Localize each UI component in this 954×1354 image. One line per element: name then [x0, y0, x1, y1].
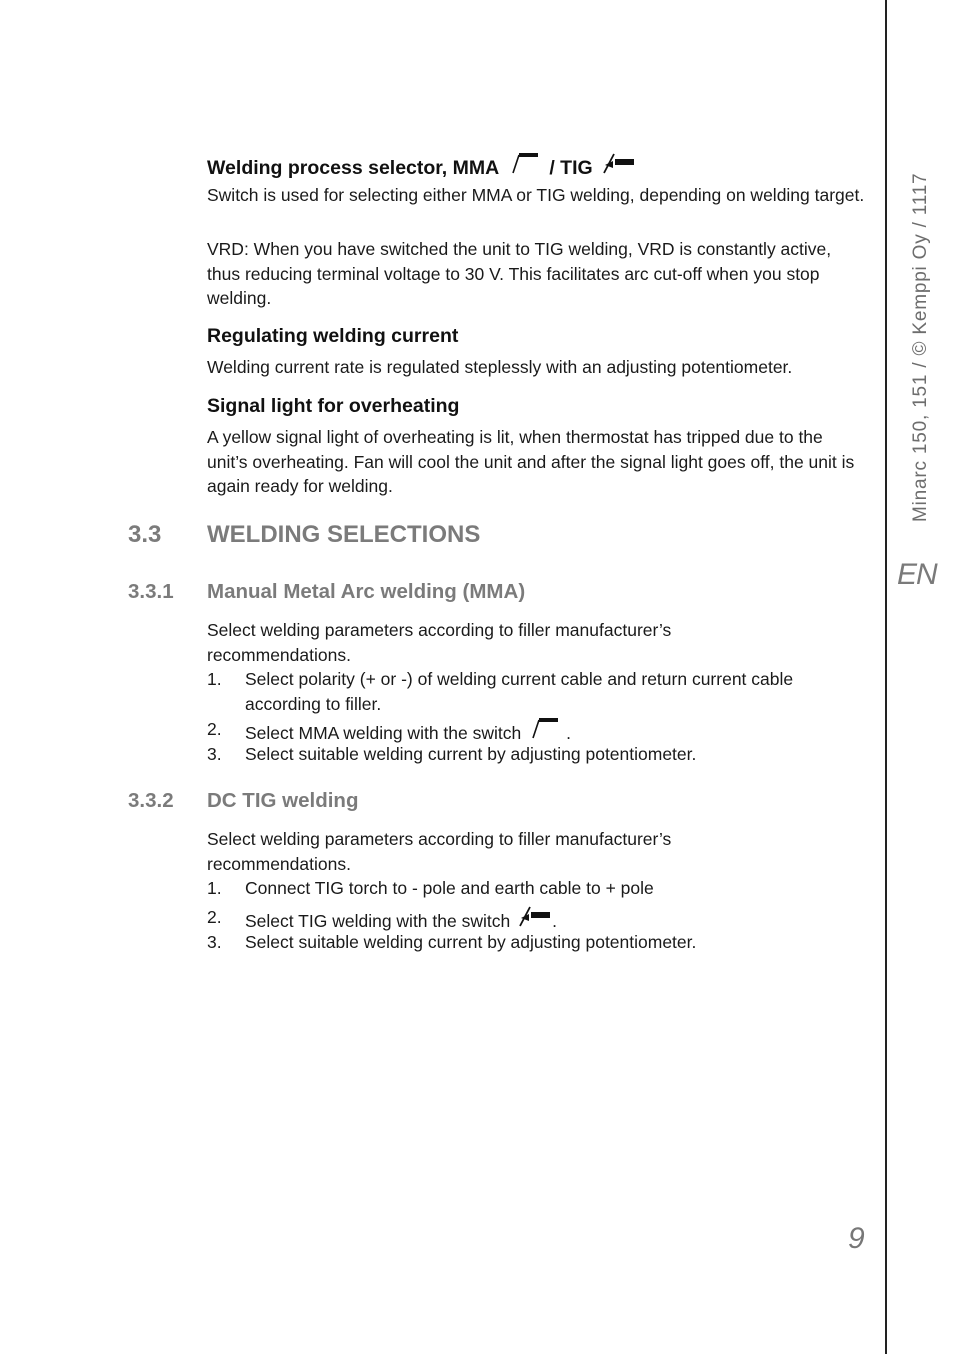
overheat-heading: Signal light for overheating [207, 395, 460, 417]
current-paragraph: Welding current rate is regulated steplessly with an adjusting potentiometer. [207, 357, 793, 377]
margin-rule [885, 0, 887, 1354]
mma-step-suffix: . [566, 723, 571, 743]
page-number: 9 [848, 1222, 865, 1255]
selector-heading [207, 152, 636, 180]
tig-torch-icon [518, 905, 552, 927]
selector-paragraph-2: VRD: When you have switched the unit to TIG welding, VRD is constantly active, thus reducing terminal voltage to 30 V. This facilitates arc cut-off when you stop welding. [207, 239, 832, 308]
selector-paragraph-1: Switch is used for selecting either MMA or TIG welding, depending on welding target. [207, 185, 865, 205]
section-number: 3.3 [128, 521, 162, 548]
tig-subsection-title: DC TIG welding [207, 789, 359, 812]
selector-heading-mma: Welding process selector, MMA [207, 157, 499, 179]
tig-subsection-number: 3.3.2 [128, 789, 174, 812]
overheat-paragraph: A yellow signal light of overheating is lit, when thermostat has tripped due to the unit’s overheating. Fan will cool the unit and after the signal light goes off, the unit is again ready for welding. [207, 427, 855, 496]
mma-step-text: Select MMA welding with the switch [245, 723, 522, 743]
tig-step-number: 3. [207, 932, 222, 952]
selector-heading-tig: / TIG [549, 157, 593, 179]
mma-step-text: Select suitable welding current by adjusting potentiometer. [245, 744, 697, 764]
section-title: WELDING SELECTIONS [207, 521, 481, 548]
mma-intro: Select welding parameters according to filler manufacturer’s recommendations. [207, 620, 672, 665]
mma-subsection-number: 3.3.1 [128, 580, 174, 603]
mma-step-text: Select polarity (+ or -) of welding current cable and return current cable according to filler. [245, 669, 794, 714]
tig-step-text: Select suitable welding current by adjusting potentiometer. [245, 932, 697, 952]
tig-step-text: Connect TIG torch to - pole and earth cable to + pole [245, 878, 654, 898]
mma-step-number: 1. [207, 669, 222, 689]
mma-electrode-icon [510, 152, 540, 174]
language-code: EN [897, 558, 937, 591]
tig-intro: Select welding parameters according to filler manufacturer’s recommendations. [207, 829, 672, 874]
mma-subsection-title: Manual Metal Arc welding (MMA) [207, 580, 526, 603]
tig-step-text: Select TIG welding with the switch [245, 911, 511, 931]
mma-step-number: 3. [207, 744, 222, 764]
tig-step-suffix: . [552, 911, 557, 931]
tig-step-number: 1. [207, 878, 222, 898]
mma-step-number: 2. [207, 719, 222, 739]
running-title: Minarc 150, 151 / © Kemppi Oy / 1117 [910, 172, 931, 522]
tig-step-number: 2. [207, 907, 222, 927]
current-heading: Regulating welding current [207, 325, 459, 347]
mma-electrode-icon [530, 717, 560, 739]
tig-torch-icon [602, 152, 636, 174]
